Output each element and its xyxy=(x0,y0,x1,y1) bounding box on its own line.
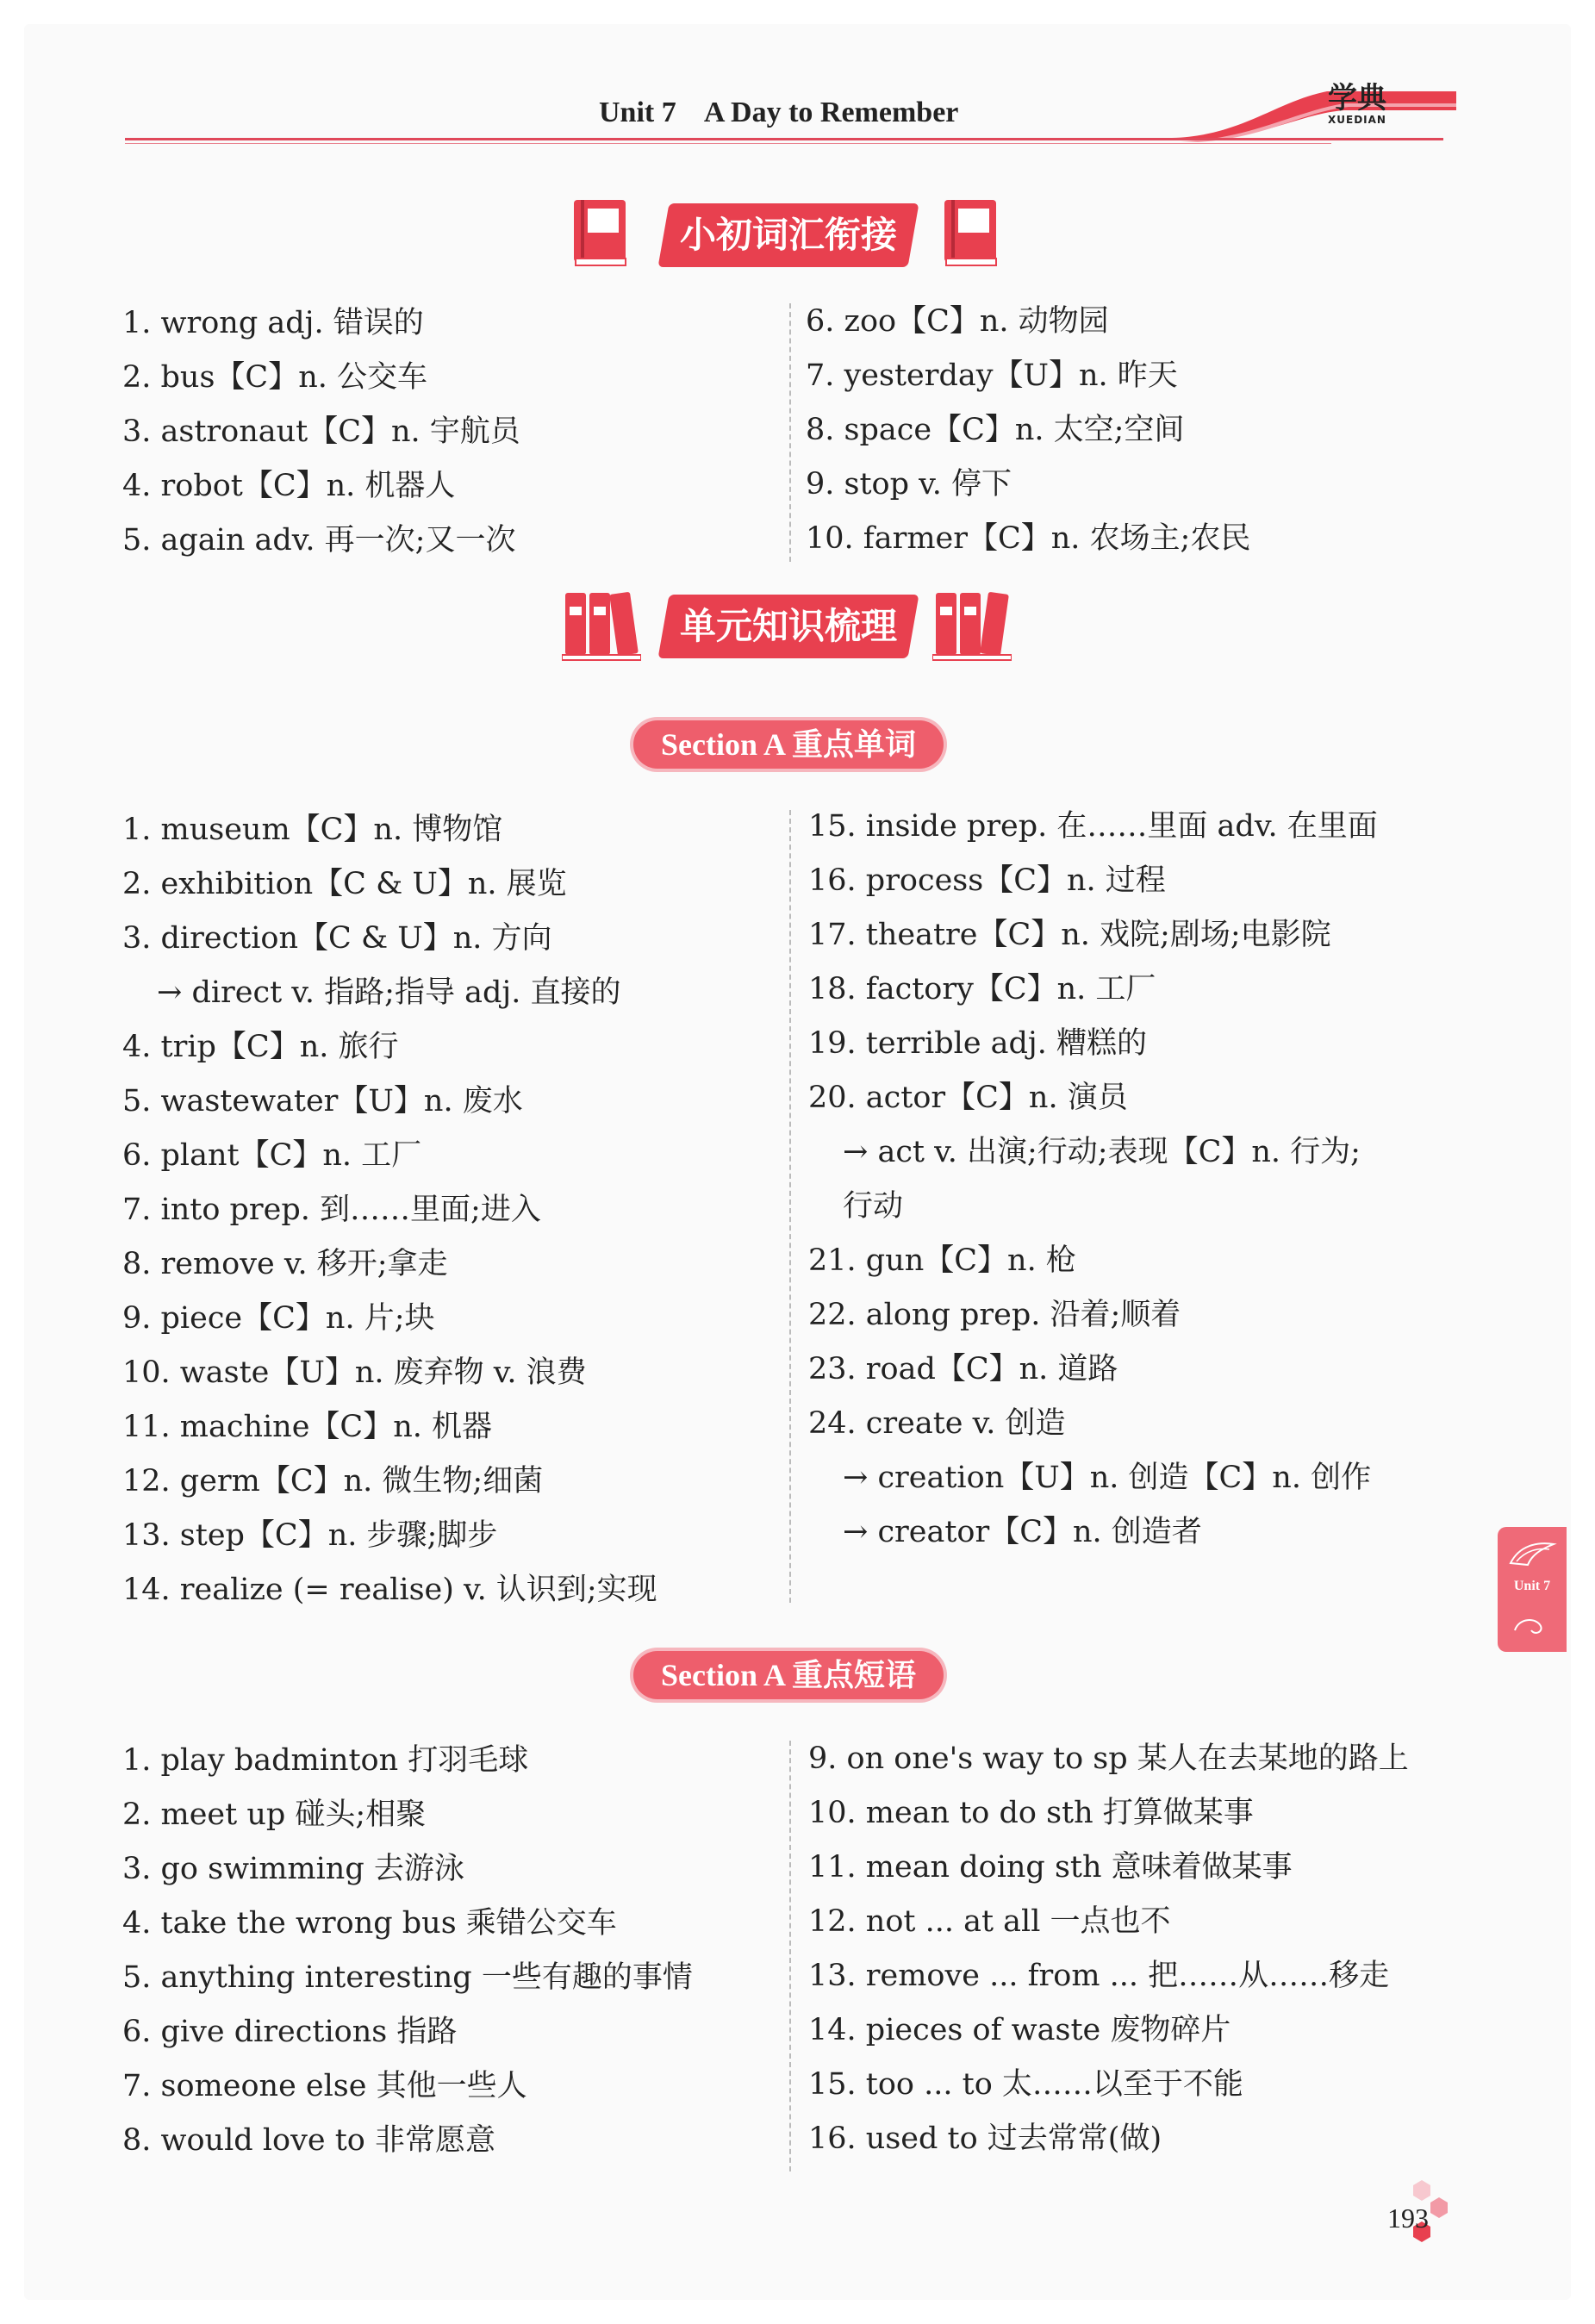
unit-side-tab xyxy=(1498,1527,1567,1652)
list-item: 19. terrible adj. 糟糕的 xyxy=(808,1026,1148,1061)
brand-logo xyxy=(1310,83,1405,136)
list-item: 8. space【C】n. 太空;空间 xyxy=(806,413,1185,447)
list-item: 7. yesterday【U】n. 昨天 xyxy=(806,358,1178,393)
section-a-phrases-pill: Section A 重点短语 xyxy=(633,1651,944,1699)
list-item: 23. road【C】n. 道路 xyxy=(808,1352,1118,1386)
unit-knowledge-banner-label: 单元知识梳理 xyxy=(679,605,897,647)
list-item: 9. piece【C】n. 片;块 xyxy=(122,1301,435,1336)
list-item: 18. factory【C】n. 工厂 xyxy=(808,972,1156,1006)
column-divider xyxy=(789,303,791,562)
binders-icon xyxy=(562,588,641,662)
list-item: 4. trip【C】n. 旅行 xyxy=(122,1030,399,1064)
unit-side-tab-label: Unit 7 xyxy=(1513,1579,1551,1593)
list-item: 3. direction【C & U】n. 方向 xyxy=(122,921,552,956)
list-item: 21. gun【C】n. 枪 xyxy=(808,1243,1076,1278)
list-item: 8. would love to 非常愿意 xyxy=(122,2123,495,2158)
column-divider xyxy=(789,810,791,1603)
section-a-phrases-right-column xyxy=(808,1732,1409,2166)
list-item: 4. take the wrong bus 乘错公交车 xyxy=(122,1906,617,1941)
list-item: 15. inside prep. 在……里面 adv. 在里面 xyxy=(808,809,1378,844)
list-item: → creation【U】n. 创造【C】n. 创作 xyxy=(843,1461,1372,1495)
list-item: 1. wrong adj. 错误的 xyxy=(122,306,424,340)
list-item: → act v. 出演;行动;表现【C】n. 行为; xyxy=(843,1135,1361,1169)
list-item: 行动 xyxy=(843,1189,904,1224)
brand-logo-en: XUEDIAN xyxy=(1328,114,1386,126)
list-item: 6. give directions 指路 xyxy=(122,2015,458,2049)
list-item: 5. anything interesting 一些有趣的事情 xyxy=(122,1960,693,1995)
list-item: 17. theatre【C】n. 戏院;剧场;电影院 xyxy=(808,918,1331,952)
list-item: 4. robot【C】n. 机器人 xyxy=(122,469,456,503)
wing-icon xyxy=(1506,1537,1558,1572)
column-divider xyxy=(789,1741,791,2171)
vocab-link-banner-label: 小初词汇衔接 xyxy=(679,214,897,256)
binders-icon xyxy=(932,588,1012,662)
list-item: 12. germ【C】n. 微生物;细菌 xyxy=(122,1464,544,1498)
list-item: 14. pieces of waste 废物碎片 xyxy=(808,2013,1231,2047)
list-item: 22. along prep. 沿着;顺着 xyxy=(808,1298,1181,1332)
list-item: 13. remove ... from ... 把……从……移走 xyxy=(808,1959,1390,1993)
list-item: 2. bus【C】n. 公交车 xyxy=(122,360,427,395)
swirl-icon xyxy=(1511,1613,1554,1639)
brand-logo-cn: 学典 xyxy=(1328,81,1386,115)
section-a-words-right-column xyxy=(808,800,1378,1560)
list-item: 3. astronaut【C】n. 宇航员 xyxy=(122,414,520,449)
list-item: 24. create v. 创造 xyxy=(808,1406,1066,1441)
section-a-phrases-left-column xyxy=(122,1734,693,2168)
list-item: 16. process【C】n. 过程 xyxy=(808,863,1166,898)
vocab-link-right-column xyxy=(806,295,1250,566)
list-item: 20. actor【C】n. 演员 xyxy=(808,1081,1128,1115)
page-number: 193 xyxy=(1387,2203,1429,2234)
list-item: 1. play badminton 打羽毛球 xyxy=(122,1743,529,1778)
section-a-words-left-column xyxy=(122,803,657,1617)
list-item: 7. into prep. 到……里面;进入 xyxy=(122,1193,541,1227)
list-item: 2. exhibition【C & U】n. 展览 xyxy=(122,867,567,901)
header-rule xyxy=(125,138,1443,140)
list-item: 9. on one's way to sp 某人在去某地的路上 xyxy=(808,1741,1409,1776)
list-item: 2. meet up 碰头;相聚 xyxy=(122,1798,427,1832)
list-item: 7. someone else 其他一些人 xyxy=(122,2069,527,2103)
list-item: 3. go swimming 去游泳 xyxy=(122,1852,464,1886)
list-item: 14. realize (= realise) v. 认识到;实现 xyxy=(122,1573,657,1607)
list-item: 11. machine【C】n. 机器 xyxy=(122,1410,493,1444)
book-icon xyxy=(570,196,631,269)
list-item: 15. too ... to 太……以至于不能 xyxy=(808,2067,1243,2102)
section-a-words-pill: Section A 重点单词 xyxy=(633,720,944,769)
list-item: 10. mean to do sth 打算做某事 xyxy=(808,1796,1254,1830)
list-item: 6. plant【C】n. 工厂 xyxy=(122,1138,422,1173)
book-icon xyxy=(941,196,1001,269)
list-item: 1. museum【C】n. 博物馆 xyxy=(122,813,503,847)
list-item: 16. used to 过去常常(做) xyxy=(808,2122,1162,2156)
list-item: 9. stop v. 停下 xyxy=(806,467,1012,502)
list-item: 5. again adv. 再一次;又一次 xyxy=(122,523,516,558)
header-rule-thin xyxy=(125,143,1331,144)
list-item: 6. zoo【C】n. 动物园 xyxy=(806,304,1109,339)
unit-knowledge-banner xyxy=(657,595,919,658)
vocab-link-left-column xyxy=(122,296,520,568)
list-item: 8. remove v. 移开;拿走 xyxy=(122,1247,448,1281)
list-item: 10. farmer【C】n. 农场主;农民 xyxy=(806,521,1251,556)
list-item: 5. wastewater【U】n. 废水 xyxy=(122,1084,523,1118)
list-item: 12. not ... at all 一点也不 xyxy=(808,1904,1171,1939)
page-header-title: Unit 7 A Day to Remember xyxy=(599,97,959,128)
list-item: 10. waste【U】n. 废弃物 v. 浪费 xyxy=(122,1355,587,1390)
vocab-link-banner xyxy=(657,203,919,267)
list-item: → direct v. 指路;指导 adj. 直接的 xyxy=(157,975,621,1010)
list-item: 11. mean doing sth 意味着做某事 xyxy=(808,1850,1293,1885)
list-item: → creator【C】n. 创造者 xyxy=(843,1515,1202,1549)
list-item: 13. step【C】n. 步骤;脚步 xyxy=(122,1518,498,1553)
